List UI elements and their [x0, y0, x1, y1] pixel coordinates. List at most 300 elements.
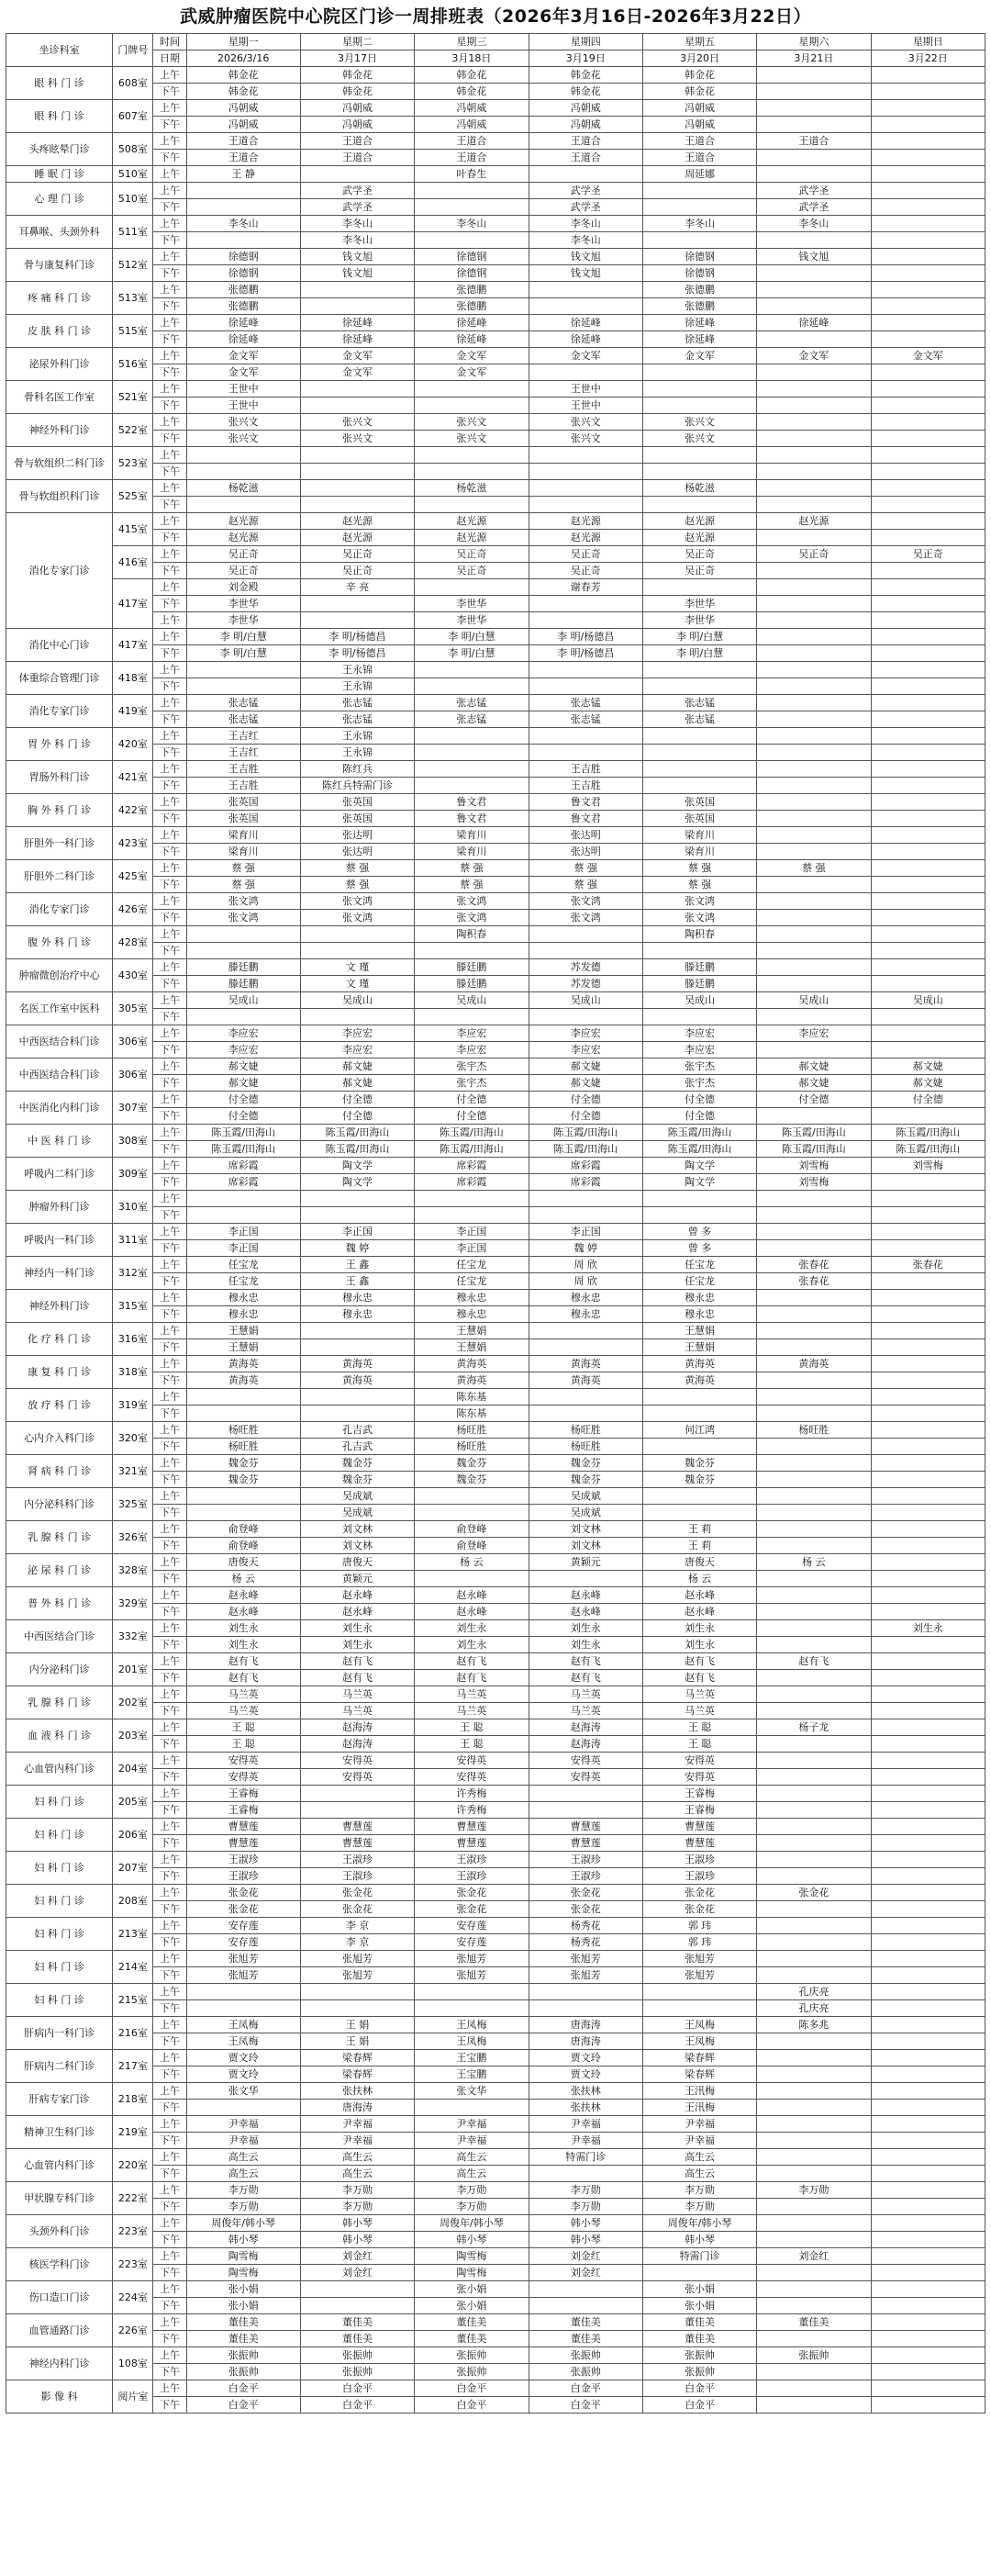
room-number: 329室	[113, 1587, 153, 1620]
doctor-cell: 尹幸福	[415, 2116, 529, 2133]
doctor-cell: 魏金芬	[529, 1455, 642, 1472]
doctor-cell: 安得英	[529, 1769, 642, 1786]
time-slot: 上午	[153, 926, 186, 943]
doctor-cell	[871, 150, 985, 166]
room-number: 201室	[113, 1653, 153, 1686]
doctor-cell	[871, 1918, 985, 1934]
doctor-cell	[871, 2232, 985, 2248]
doctor-cell: 陈玉霞/田海山	[300, 1141, 414, 1158]
table-row	[6, 1538, 985, 1554]
doctor-cell	[300, 1389, 414, 1406]
doctor-cell	[871, 1587, 985, 1604]
doctor-cell: 张文华	[186, 2083, 300, 2100]
doctor-cell: 赵永峰	[300, 1587, 414, 1604]
table-row	[6, 1224, 985, 1240]
doctor-cell	[871, 943, 985, 959]
doctor-cell: 黄海英	[529, 1372, 642, 1389]
doctor-cell	[529, 943, 642, 959]
doctor-cell: 李正国	[529, 1224, 642, 1240]
doctor-cell: 张达明	[529, 844, 642, 860]
doctor-cell	[871, 431, 985, 447]
doctor-cell	[757, 678, 871, 695]
doctor-cell	[642, 1406, 756, 1422]
time-slot: 上午	[153, 2380, 186, 2397]
time-slot: 下午	[153, 943, 186, 959]
doctor-cell: 鲁文君	[529, 811, 642, 827]
doctor-cell: 王永锦	[300, 678, 414, 695]
doctor-cell: 王世中	[529, 381, 642, 398]
time-slot: 上午	[153, 1951, 186, 1967]
time-slot: 上午	[153, 1554, 186, 1571]
doctor-cell	[871, 398, 985, 414]
doctor-cell	[300, 1339, 414, 1356]
doctor-cell: 高生云	[642, 2149, 756, 2166]
doctor-cell	[300, 596, 414, 612]
doctor-cell: 王道合	[529, 133, 642, 150]
doctor-cell	[529, 1191, 642, 1207]
doctor-cell: 张扶林	[300, 2083, 414, 2100]
table-row	[6, 282, 985, 298]
doctor-cell: 韩小琴	[415, 2232, 529, 2248]
time-slot: 上午	[153, 1719, 186, 1736]
doctor-cell: 李应宏	[186, 1042, 300, 1058]
doctor-cell	[529, 166, 642, 183]
table-row	[6, 1240, 985, 1257]
room-number: 510室	[113, 183, 153, 216]
doctor-cell: 梁育川	[186, 844, 300, 860]
table-row	[6, 1389, 985, 1406]
doctor-cell: 王 鑫	[300, 1257, 414, 1273]
doctor-cell: 金文军	[186, 364, 300, 381]
doctor-cell	[186, 926, 300, 943]
doctor-cell: 杨旺胜	[529, 1422, 642, 1439]
doctor-cell: 安存莲	[415, 1934, 529, 1951]
doctor-cell	[871, 794, 985, 811]
doctor-cell	[871, 1753, 985, 1769]
doctor-cell	[757, 1587, 871, 1604]
doctor-cell: 王淑珍	[642, 1868, 756, 1885]
doctor-cell: 王 娟	[300, 2017, 414, 2033]
doctor-cell: 李应宏	[415, 1042, 529, 1058]
table-row	[6, 1918, 985, 1934]
time-slot: 上午	[153, 282, 186, 298]
doctor-cell: 赵永峰	[415, 1604, 529, 1620]
doctor-cell: 曹慧莲	[300, 1819, 414, 1835]
doctor-cell: 滕廷鹏	[415, 976, 529, 992]
table-row	[6, 232, 985, 249]
doctor-cell	[871, 381, 985, 398]
time-slot: 上午	[153, 1521, 186, 1538]
doctor-cell: 李冬山	[300, 216, 414, 232]
doctor-cell	[529, 612, 642, 629]
doctor-cell: 赵光源	[529, 530, 642, 546]
doctor-cell: 张旭芳	[529, 1967, 642, 1984]
doctor-cell: 赵光源	[757, 513, 871, 530]
doctor-cell	[757, 959, 871, 976]
time-slot: 上午	[153, 794, 186, 811]
doctor-cell	[757, 910, 871, 926]
table-row	[6, 910, 985, 926]
time-slot: 下午	[153, 530, 186, 546]
header-time: 时间	[153, 34, 186, 50]
doctor-cell: 马兰英	[642, 1686, 756, 1703]
doctor-cell: 魏金芬	[642, 1455, 756, 1472]
header-day-date: 2026/3/16	[186, 50, 300, 67]
doctor-cell	[871, 1025, 985, 1042]
doctor-cell: 张金花	[186, 1901, 300, 1918]
room-number: 311室	[113, 1224, 153, 1257]
doctor-cell	[871, 1009, 985, 1025]
room-number: 525室	[113, 480, 153, 513]
dept-name: 乳 腺 科 门 诊	[6, 1521, 113, 1554]
time-slot: 上午	[153, 1455, 186, 1472]
doctor-cell	[757, 530, 871, 546]
doctor-cell	[529, 1339, 642, 1356]
doctor-cell: 刘雪梅	[757, 1158, 871, 1174]
table-row	[6, 2215, 985, 2232]
doctor-cell: 赵有飞	[529, 1670, 642, 1686]
dept-name: 化 疗 科 门 诊	[6, 1323, 113, 1356]
room-number: 422室	[113, 794, 153, 827]
doctor-cell	[871, 1521, 985, 1538]
doctor-cell	[757, 1009, 871, 1025]
doctor-cell: 王淑珍	[300, 1852, 414, 1868]
dept-name: 眼 科 门 诊	[6, 67, 113, 100]
doctor-cell: 魏 婷	[529, 1240, 642, 1257]
time-slot: 上午	[153, 133, 186, 150]
table-row	[6, 695, 985, 711]
doctor-cell: 李万勋	[529, 2182, 642, 2199]
room-number: 216室	[113, 2017, 153, 2050]
doctor-cell: 郭 玮	[642, 1934, 756, 1951]
doctor-cell: 白金平	[415, 2397, 529, 2414]
doctor-cell: 李冬山	[529, 216, 642, 232]
doctor-cell: 付全德	[757, 1092, 871, 1108]
doctor-cell: 徐德钢	[186, 265, 300, 282]
time-slot: 上午	[153, 1852, 186, 1868]
doctor-cell	[300, 398, 414, 414]
doctor-cell	[642, 1191, 756, 1207]
doctor-cell: 高生云	[186, 2149, 300, 2166]
doctor-cell: 刘生永	[871, 1620, 985, 1637]
time-slot: 下午	[153, 2331, 186, 2347]
table-row	[6, 893, 985, 910]
doctor-cell: 曹慧莲	[415, 1819, 529, 1835]
time-slot: 下午	[153, 1372, 186, 1389]
doctor-cell	[757, 745, 871, 761]
dept-name: 骨与软组织二科门诊	[6, 447, 113, 480]
doctor-cell: 李世华	[415, 612, 529, 629]
doctor-cell: 王 聪	[642, 1736, 756, 1753]
table-row	[6, 2199, 985, 2215]
time-slot: 上午	[153, 1653, 186, 1670]
room-number: 315室	[113, 1290, 153, 1323]
doctor-cell: 张兴文	[415, 414, 529, 431]
doctor-cell: 吴成山	[757, 992, 871, 1009]
doctor-cell: 张英国	[300, 794, 414, 811]
doctor-cell: 赵光源	[186, 513, 300, 530]
dept-name: 骨与康复科门诊	[6, 249, 113, 282]
doctor-cell	[300, 464, 414, 480]
doctor-cell: 陈玉霞/田海山	[871, 1141, 985, 1158]
doctor-cell	[871, 2314, 985, 2331]
table-row	[6, 1521, 985, 1538]
time-slot: 上午	[153, 2050, 186, 2066]
doctor-cell	[415, 745, 529, 761]
doctor-cell	[757, 1339, 871, 1356]
doctor-cell: 陈玉霞/田海山	[642, 1125, 756, 1141]
time-slot: 下午	[153, 910, 186, 926]
dept-name: 头颈外科门诊	[6, 2215, 113, 2248]
doctor-cell: 曹慧莲	[529, 1819, 642, 1835]
doctor-cell: 董佳美	[300, 2314, 414, 2331]
doctor-cell: 蔡 强	[529, 860, 642, 877]
doctor-cell: 吴正奇	[757, 546, 871, 563]
doctor-cell	[871, 1719, 985, 1736]
table-row	[6, 2265, 985, 2281]
room-number: 430室	[113, 959, 153, 992]
doctor-cell	[415, 199, 529, 216]
doctor-cell: 李 明/白慧	[186, 645, 300, 662]
table-row	[6, 2314, 985, 2331]
doctor-cell: 徐德钢	[415, 249, 529, 265]
doctor-cell: 白金平	[529, 2397, 642, 2414]
doctor-cell: 武学圣	[529, 183, 642, 199]
doctor-cell	[300, 2281, 414, 2298]
doctor-cell: 黄颖元	[300, 1571, 414, 1587]
doctor-cell	[757, 1819, 871, 1835]
doctor-cell: 金文军	[186, 348, 300, 364]
room-number: 608室	[113, 67, 153, 100]
table-row	[6, 1207, 985, 1224]
doctor-cell: 张春花	[757, 1273, 871, 1290]
doctor-cell	[186, 447, 300, 464]
doctor-cell: 王道合	[415, 150, 529, 166]
room-number: 425室	[113, 860, 153, 893]
doctor-cell: 冯朝威	[186, 117, 300, 133]
doctor-cell: 马兰英	[300, 1686, 414, 1703]
doctor-cell	[757, 1191, 871, 1207]
table-row	[6, 2364, 985, 2380]
doctor-cell: 白金平	[186, 2397, 300, 2414]
doctor-cell: 魏金芬	[186, 1455, 300, 1472]
doctor-cell	[300, 2000, 414, 2017]
table-row	[6, 2347, 985, 2364]
time-slot: 上午	[153, 2215, 186, 2232]
doctor-cell	[871, 563, 985, 579]
doctor-cell: 曹慧莲	[642, 1819, 756, 1835]
doctor-cell	[757, 480, 871, 497]
doctor-cell: 董佳美	[529, 2314, 642, 2331]
room-number: 202室	[113, 1686, 153, 1719]
dept-name: 妇 科 门 诊	[6, 1819, 113, 1852]
doctor-cell	[871, 1951, 985, 1967]
doctor-cell	[757, 2116, 871, 2133]
room-number: 318室	[113, 1356, 153, 1389]
doctor-cell: 吴成山	[529, 992, 642, 1009]
doctor-cell: 魏金芬	[642, 1472, 756, 1488]
dept-name: 妇 科 门 诊	[6, 1852, 113, 1885]
doctor-cell	[529, 745, 642, 761]
doctor-cell: 杨秀花	[529, 1934, 642, 1951]
time-slot: 下午	[153, 497, 186, 513]
doctor-cell	[642, 2000, 756, 2017]
doctor-cell: 董佳美	[186, 2331, 300, 2347]
doctor-cell: 张兴文	[300, 431, 414, 447]
time-slot: 上午	[153, 1422, 186, 1439]
doctor-cell	[871, 1389, 985, 1406]
doctor-cell: 张旭芳	[186, 1951, 300, 1967]
doctor-cell	[757, 2397, 871, 2414]
time-slot: 上午	[153, 1488, 186, 1505]
doctor-cell: 杨旺胜	[529, 1439, 642, 1455]
doctor-cell: 张德鹏	[642, 282, 756, 298]
doctor-cell: 黄海英	[415, 1356, 529, 1372]
room-number: 320室	[113, 1422, 153, 1455]
room-number: 417室	[113, 579, 153, 629]
doctor-cell: 董佳美	[300, 2331, 414, 2347]
doctor-cell: 王淑珍	[642, 1852, 756, 1868]
table-row	[6, 1290, 985, 1306]
doctor-cell	[757, 711, 871, 728]
doctor-cell: 曹慧莲	[300, 1835, 414, 1852]
doctor-cell: 张英国	[642, 811, 756, 827]
doctor-cell: 张志锰	[415, 711, 529, 728]
doctor-cell	[757, 844, 871, 860]
time-slot: 下午	[153, 1769, 186, 1786]
doctor-cell: 王宝鹏	[415, 2066, 529, 2083]
doctor-cell	[642, 364, 756, 381]
doctor-cell	[642, 398, 756, 414]
table-row	[6, 2380, 985, 2397]
doctor-cell: 张文鸿	[415, 893, 529, 910]
doctor-cell	[529, 1009, 642, 1025]
doctor-cell: 王淑珍	[300, 1868, 414, 1885]
doctor-cell: 王慧娟	[186, 1339, 300, 1356]
doctor-cell: 马兰英	[186, 1703, 300, 1719]
doctor-cell: 魏金芬	[300, 1472, 414, 1488]
table-row	[6, 348, 985, 364]
doctor-cell: 吴正奇	[300, 563, 414, 579]
table-row	[6, 1653, 985, 1670]
doctor-cell	[415, 1009, 529, 1025]
doctor-cell: 张旭芳	[642, 1951, 756, 1967]
doctor-cell: 黄海英	[642, 1356, 756, 1372]
doctor-cell	[529, 1207, 642, 1224]
table-row	[6, 1439, 985, 1455]
doctor-cell: 杨旺胜	[415, 1439, 529, 1455]
doctor-cell	[529, 364, 642, 381]
doctor-cell: 王淑珍	[529, 1852, 642, 1868]
doctor-cell	[642, 381, 756, 398]
doctor-cell	[529, 2281, 642, 2298]
doctor-cell	[300, 1207, 414, 1224]
doctor-cell: 王 聪	[186, 1736, 300, 1753]
doctor-cell: 钱文旭	[300, 265, 414, 282]
doctor-cell: 尹幸福	[529, 2116, 642, 2133]
doctor-cell	[300, 282, 414, 298]
doctor-cell: 韩小琴	[186, 2232, 300, 2248]
time-slot: 上午	[153, 1323, 186, 1339]
doctor-cell: 付全德	[529, 1092, 642, 1108]
doctor-cell	[186, 1389, 300, 1406]
table-row	[6, 1092, 985, 1108]
doctor-cell: 吴正奇	[186, 563, 300, 579]
doctor-cell: 曹慧莲	[415, 1835, 529, 1852]
doctor-cell: 席彩霞	[529, 1174, 642, 1191]
doctor-cell	[871, 2182, 985, 2199]
doctor-cell: 高生云	[300, 2166, 414, 2182]
doctor-cell: 杨乾滋	[642, 480, 756, 497]
doctor-cell: 吴正奇	[300, 546, 414, 563]
doctor-cell: 滕廷鹏	[642, 976, 756, 992]
doctor-cell	[871, 645, 985, 662]
doctor-cell: 张德鹏	[415, 298, 529, 315]
time-slot: 下午	[153, 877, 186, 893]
doctor-cell: 王慧娟	[642, 1339, 756, 1356]
doctor-cell	[757, 2298, 871, 2314]
doctor-cell: 蔡 强	[415, 877, 529, 893]
doctor-cell	[757, 629, 871, 645]
doctor-cell	[757, 893, 871, 910]
doctor-cell: 刘雪梅	[871, 1158, 985, 1174]
doctor-cell: 吴正奇	[642, 563, 756, 579]
doctor-cell: 王慧娟	[186, 1323, 300, 1339]
table-row	[6, 2050, 985, 2066]
doctor-cell	[871, 1786, 985, 1802]
time-slot: 上午	[153, 546, 186, 563]
doctor-cell: 白金平	[642, 2380, 756, 2397]
doctor-cell: 曹慧莲	[642, 1835, 756, 1852]
doctor-cell: 金文军	[757, 348, 871, 364]
doctor-cell: 张德鹏	[186, 282, 300, 298]
dept-name: 肝病内一科门诊	[6, 2017, 113, 2050]
doctor-cell	[871, 1703, 985, 1719]
table-row	[6, 1786, 985, 1802]
doctor-cell: 王淑珍	[186, 1852, 300, 1868]
doctor-cell: 文 瑾	[300, 959, 414, 976]
doctor-cell	[871, 2331, 985, 2347]
doctor-cell: 刘文林	[529, 1538, 642, 1554]
doctor-cell: 蔡 强	[300, 860, 414, 877]
doctor-cell	[186, 232, 300, 249]
doctor-cell: 穆永忠	[642, 1306, 756, 1323]
doctor-cell	[757, 166, 871, 183]
table-row	[6, 1158, 985, 1174]
doctor-cell	[757, 1901, 871, 1918]
time-slot: 上午	[153, 100, 186, 117]
dept-name: 心血管内科门诊	[6, 2149, 113, 2182]
room-number: 204室	[113, 1753, 153, 1786]
doctor-cell	[642, 232, 756, 249]
doctor-cell: 周 欣	[529, 1273, 642, 1290]
time-slot: 下午	[153, 2166, 186, 2182]
doctor-cell	[642, 943, 756, 959]
doctor-cell: 李冬山	[757, 216, 871, 232]
doctor-cell: 王睿梅	[642, 1786, 756, 1802]
doctor-cell	[300, 926, 414, 943]
doctor-cell	[871, 199, 985, 216]
doctor-cell: 俞登峰	[415, 1521, 529, 1538]
doctor-cell	[186, 1009, 300, 1025]
table-row	[6, 1868, 985, 1885]
doctor-cell: 李 明/杨德昌	[529, 645, 642, 662]
room-number: 511室	[113, 216, 153, 249]
time-slot: 上午	[153, 2149, 186, 2166]
doctor-cell	[871, 2083, 985, 2100]
table-row	[6, 1306, 985, 1323]
doctor-cell	[642, 662, 756, 678]
